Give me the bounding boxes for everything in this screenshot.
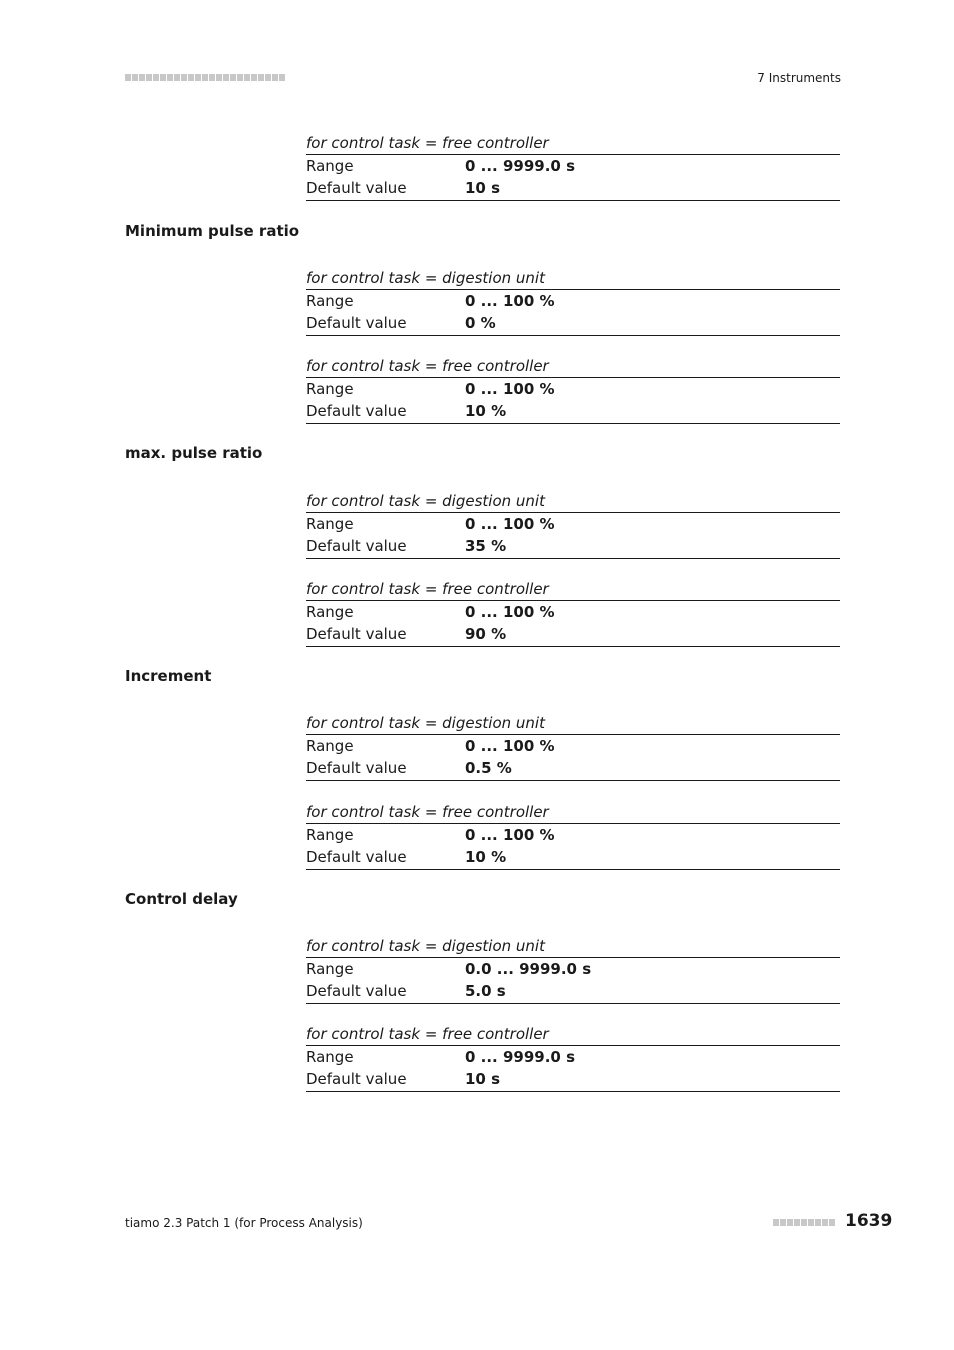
range-label: Range — [306, 157, 354, 175]
default-label: Default value — [306, 848, 407, 866]
footer-marks — [773, 1219, 835, 1226]
range-label: Range — [306, 603, 354, 621]
condition-label: for control task = digestion unit — [306, 490, 840, 513]
condition-label: for control task = free controller — [306, 132, 840, 155]
param-block — [306, 132, 840, 201]
marker-square — [265, 74, 271, 81]
default-label: Default value — [306, 759, 407, 777]
range-value: 0.0 ... 9999.0 s — [465, 960, 592, 978]
default-value: 0 % — [465, 314, 496, 332]
condition-label: for control task = free controller — [306, 801, 840, 824]
range-label: Range — [306, 737, 354, 755]
header-chapter: 7 Instruments — [757, 71, 841, 85]
range-value: 0 ... 100 % — [465, 737, 555, 755]
marker-square — [153, 74, 159, 81]
condition-label: for control task = free controller — [306, 1023, 840, 1046]
param-block — [306, 1023, 840, 1092]
default-label: Default value — [306, 982, 407, 1000]
section-heading-increment: Increment — [125, 667, 212, 685]
marker-square — [230, 74, 236, 81]
param-block — [306, 712, 840, 781]
marker-square — [801, 1219, 807, 1226]
range-value: 0 ... 100 % — [465, 380, 555, 398]
default-label: Default value — [306, 402, 407, 420]
marker-square — [773, 1219, 779, 1226]
header-marks — [125, 74, 285, 81]
range-value: 0 ... 9999.0 s — [465, 1048, 576, 1066]
default-label: Default value — [306, 314, 407, 332]
param-block — [306, 578, 840, 647]
range-label: Range — [306, 380, 354, 398]
marker-square — [195, 74, 201, 81]
range-label: Range — [306, 515, 354, 533]
marker-square — [216, 74, 222, 81]
condition-label: for control task = digestion unit — [306, 935, 840, 958]
marker-square — [139, 74, 145, 81]
marker-square — [237, 74, 243, 81]
range-value: 0 ... 100 % — [465, 826, 555, 844]
param-block — [306, 267, 840, 336]
marker-square — [223, 74, 229, 81]
default-label: Default value — [306, 537, 407, 555]
marker-square — [251, 74, 257, 81]
param-block — [306, 801, 840, 870]
param-block — [306, 935, 840, 1004]
marker-square — [787, 1219, 793, 1226]
marker-square — [822, 1219, 828, 1226]
default-label: Default value — [306, 1070, 407, 1088]
param-block — [306, 490, 840, 559]
condition-label: for control task = digestion unit — [306, 712, 840, 735]
page-number: 1639 — [845, 1211, 893, 1231]
marker-square — [829, 1219, 835, 1226]
marker-square — [815, 1219, 821, 1226]
marker-square — [160, 74, 166, 81]
condition-label: for control task = free controller — [306, 578, 840, 601]
default-value: 0.5 % — [465, 759, 512, 777]
marker-square — [202, 74, 208, 81]
marker-square — [244, 74, 250, 81]
marker-square — [132, 74, 138, 81]
default-label: Default value — [306, 625, 407, 643]
marker-square — [188, 74, 194, 81]
footer-product: tiamo 2.3 Patch 1 (for Process Analysis) — [125, 1216, 363, 1230]
default-value: 35 % — [465, 537, 507, 555]
range-value: 0 ... 100 % — [465, 515, 555, 533]
range-label: Range — [306, 826, 354, 844]
range-value: 0 ... 9999.0 s — [465, 157, 576, 175]
section-heading-control-delay: Control delay — [125, 890, 238, 908]
param-block — [306, 355, 840, 424]
default-label: Default value — [306, 179, 407, 197]
marker-square — [174, 74, 180, 81]
marker-square — [780, 1219, 786, 1226]
range-label: Range — [306, 1048, 354, 1066]
range-label: Range — [306, 960, 354, 978]
default-value: 10 % — [465, 402, 507, 420]
marker-square — [272, 74, 278, 81]
range-value: 0 ... 100 % — [465, 292, 555, 310]
marker-square — [794, 1219, 800, 1226]
default-value: 90 % — [465, 625, 507, 643]
marker-square — [279, 74, 285, 81]
marker-square — [209, 74, 215, 81]
marker-square — [181, 74, 187, 81]
default-value: 10 s — [465, 1070, 501, 1088]
section-heading-max-pulse-ratio: max. pulse ratio — [125, 444, 263, 462]
range-value: 0 ... 100 % — [465, 603, 555, 621]
marker-square — [258, 74, 264, 81]
marker-square — [125, 74, 131, 81]
default-value: 10 s — [465, 179, 501, 197]
default-value: 5.0 s — [465, 982, 506, 1000]
condition-label: for control task = digestion unit — [306, 267, 840, 290]
range-label: Range — [306, 292, 354, 310]
condition-label: for control task = free controller — [306, 355, 840, 378]
marker-square — [167, 74, 173, 81]
marker-square — [808, 1219, 814, 1226]
section-heading-minimum-pulse-ratio: Minimum pulse ratio — [125, 222, 300, 240]
marker-square — [146, 74, 152, 81]
default-value: 10 % — [465, 848, 507, 866]
